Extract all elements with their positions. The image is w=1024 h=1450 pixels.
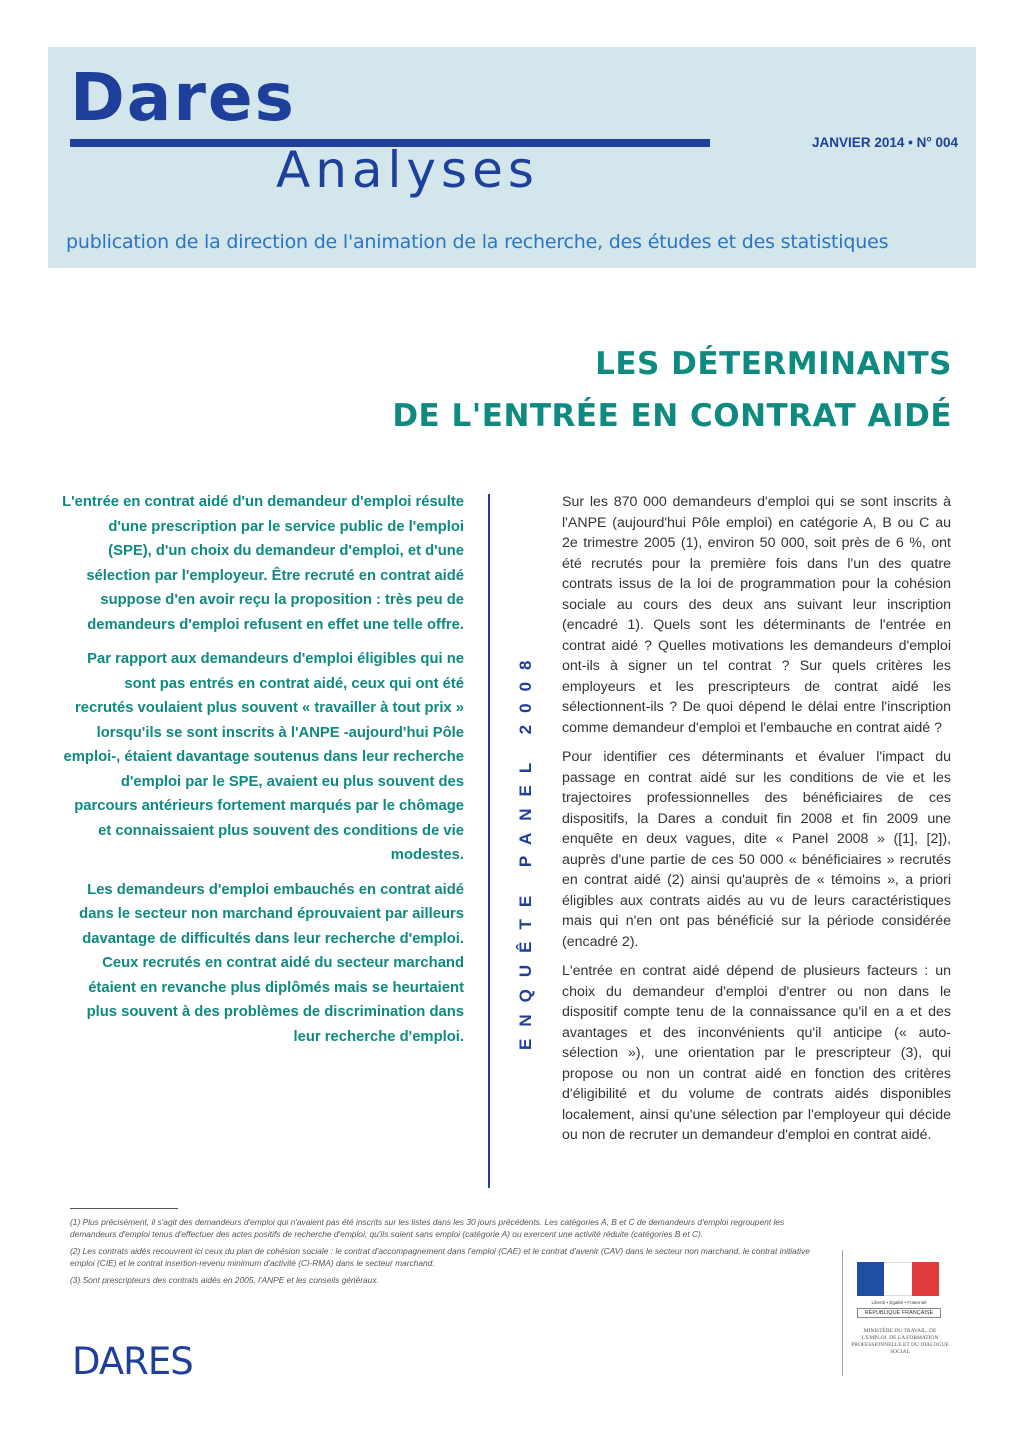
issue-date: JANVIER 2014 • N° 004 (812, 135, 958, 150)
body-paragraph: Pour identifier ces déterminants et évaluer l'impact du passage en contrat aidé sur les conditions de vie et les trajectoires professionnelles des bénéficiaires de ces dispositifs, la Dares a conduit fin 2008 et fin 2009 une enquête en deux vagues, dite « Panel 2008 » ([1], [2]), auprès d'une partie de ces 50 000 « bénéficiaires » recrutés en contrat aidé (2) ainsi qu'auprès de « témoins », a priori éligibles aux contrats aidés au vu de leurs caractéristiques mais qui n'en ont pas bénéficié sur la période considérée (encadré 2). (562, 749, 951, 950)
marianne-flag-icon (857, 1262, 939, 1296)
footnote-rule (70, 1208, 178, 1209)
page-title (392, 338, 952, 442)
survey-label: ENQUÊTE PANEL 2008 (516, 648, 535, 1050)
dares-logo: Dares (70, 59, 296, 136)
body-paragraph: L'entrée en contrat aidé dépend de plusieurs facteurs : un choix du demandeur d'emploi d'entrer ou non dans le dispositif compte tenu de la connaissance qu'il en a et des avantages et des inconvénients qu'il anticipe (« auto-sélection »), une orientation par le prescripteur (3), qui propose ou non un contrat aidé en fonction des critères d'éligibilité et du volume de contrats aidés disponibles localement, ainsi qu'une sélection par l'employeur qui décide ou non de recruter un demandeur d'emploi en contrat aidé. (562, 963, 951, 1143)
body-paragraph: Sur les 870 000 demandeurs d'emploi qui se sont inscrits à l'ANPE (aujourd'hui Pôle emploi) en catégorie A, B ou C au 2e trimestre 2005 (1), environ 50 000, soit près de 6 %, ont été recrutés pour la première fois dans l'un des quatre contrats issus de la loi de programmation pour la cohésion sociale au cours des deux ans suivant leur inscription (encadré 1). Quels sont les déterminants de l'entrée en contrat aidé ? Quelles motivations les demandeurs d'emploi ont-ils à signer un tel contrat ? Sur quels critères les employeurs et les prescripteurs de contrat aidé les sélectionnent-ils ? De quoi dépend le délai entre l'inscription comme demandeur d'emploi et l'embauche en contrat aidé ? (562, 494, 951, 736)
abstract-paragraph: Par rapport aux demandeurs d'emploi éligibles qui ne sont pas entrés en contrat aidé, ceux qui ont été recrutés voulaient plus souvent « travailler à tout prix » lorsqu'ils se sont inscrits à l'ANPE -aujourd'hui Pôle emploi-, étaient davantage soutenus dans leur recherche d'emploi par le SPE, avaient eu plus souvent des parcours antérieurs fortement marqués par le chômage et connaissaient plus souvent des conditions de vie modestes. (63, 651, 464, 863)
footnote: (3) Sont prescripteurs des contrats aidés en 2005, l'ANPE et les conseils généraux. (70, 1274, 379, 1285)
title-line-2: DE L'ENTRÉE EN CONTRAT AIDÉ (392, 398, 952, 434)
analyses-logo: Analyses (276, 141, 539, 199)
title-line-1: LES DÉTERMINANTS (595, 346, 952, 382)
masthead (48, 47, 976, 268)
abstract (62, 490, 464, 1059)
dares-footer-logo: DARES (72, 1340, 193, 1383)
ministry-logo (842, 1250, 954, 1376)
abstract-paragraph: L'entrée en contrat aidé d'un demandeur d'emploi résulte d'une prescription par le service public de l'emploi (SPE), d'un choix du demandeur d'emploi, et d'une sélection par l'employeur. Être recruté en contrat aidé suppose d'en avoir reçu la proposition : très peu de demandeurs d'emploi refusent en effet une telle offre. (62, 494, 464, 633)
column-divider (488, 494, 490, 1188)
publication-subtitle: publication de la direction de l'animation de la recherche, des études et des statistiques (66, 231, 889, 253)
footnote: (1) Plus précisément, il s'agit des demandeurs d'emploi qui n'avaient pas été inscrits sur les listes dans les 30 jours précédents. Les catégories A, B et C de demandeurs d'emploi regroupent les demandeurs d'emploi tenus d'effectuer des actes positifs de recherche d'emploi, qu'ils soient sans emploi (catégorie A) ou exercent une activité réduite (catégories B et C). (70, 1217, 785, 1240)
abstract-paragraph: Les demandeurs d'emploi embauchés en contrat aidé dans le secteur non marchand éprouvaient par ailleurs davantage de difficultés dans leur recherche d'emploi. Ceux recrutés en contrat aidé du secteur marchand étaient en revanche plus diplômés mais se heurtaient plus souvent à des problèmes de discrimination dans leur recherche d'emploi. (79, 881, 464, 1045)
republic-motto: Liberté • Égalité • Fraternité (871, 1300, 927, 1305)
body-text (562, 492, 951, 1155)
footnote: (2) Les contrats aidés recouvrent ici ceux du plan de cohésion sociale : le contrat d'accompagnement dans l'emploi (CAE) et le contrat d'avenir (CAV) dans le secteur non marchand, le contrat initiative emploi (CIE) et le contrat insertion-revenu minimum d'activité (CI-RMA) dans le secteur marchand. (70, 1245, 810, 1269)
footnotes (70, 1216, 815, 1290)
republic-name: RÉPUBLIQUE FRANÇAISE (857, 1308, 941, 1318)
ministry-name: MINISTÈRE DU TRAVAIL, DE L'EMPLOI, DE LA FORMATION PROFESSIONNELLE ET DU DIALOGUE SOCIAL (851, 1328, 949, 1355)
